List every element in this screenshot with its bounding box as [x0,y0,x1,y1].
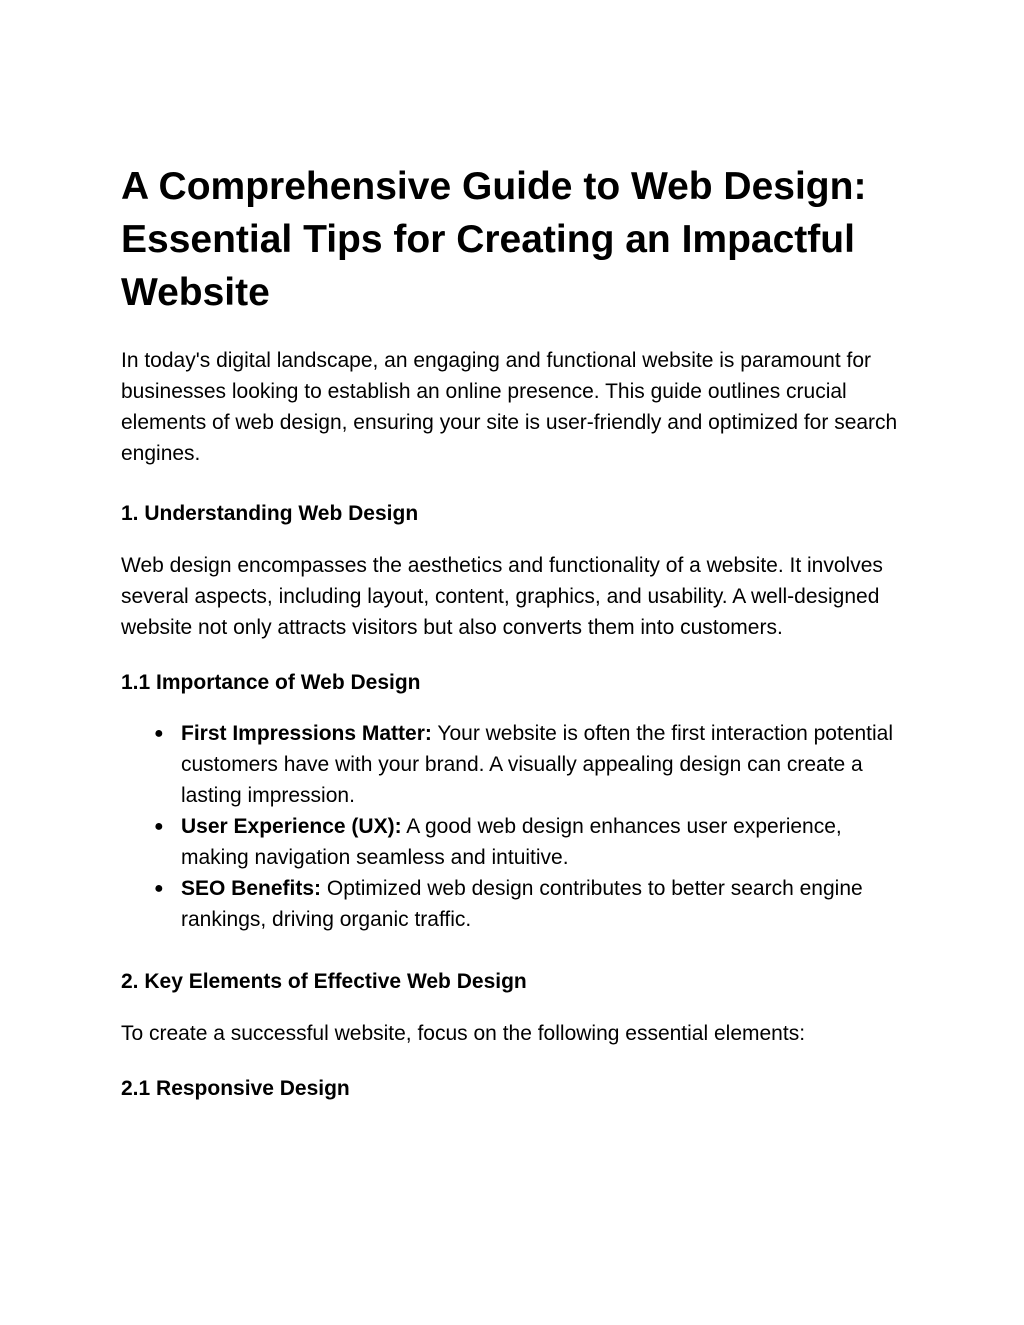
bullet-term: First Impressions Matter: [181,722,432,745]
section-paragraph-understanding-web-design: Web design encompasses the aesthetics and functionality of a website. It involves several aspects, including layout, content, graphics, and usability. A well-designed website not only attracts visitors but also converts them into customers. [121,554,883,639]
bullet-text: A good web design enhances user experience, making navigation seamless and intuitive. [181,815,842,869]
subsection-heading-responsive-design: 2.1 Responsive Design [121,1077,350,1100]
document-title: A Comprehensive Guide to Web Design: Essential Tips for Creating an Impactful Website [121,165,867,314]
list-item [121,873,911,935]
section-heading-key-elements: 2. Key Elements of Effective Web Design [121,970,527,993]
bullet-icon: ● [154,880,164,897]
bullet-icon: ● [154,818,164,835]
bullet-term: SEO Benefits: [181,877,322,900]
list-item [121,811,911,873]
bullet-icon: ● [154,725,164,742]
list-item [121,718,911,811]
intro-paragraph: In today's digital landscape, an engaging and functional website is paramount for businesses looking to establish an online presence. This guide outlines crucial elements of web design, ensuring your site is user-friendly and optimized for search engines. [121,349,898,465]
bullet-text: Optimized web design contributes to better search engine rankings, driving organic traffic. [181,877,863,931]
bullet-term: User Experience (UX): [181,815,402,838]
section-heading-understanding-web-design: 1. Understanding Web Design [121,502,419,525]
document-content [121,160,911,1104]
section-paragraph-key-elements: To create a successful website, focus on the following essential elements: [121,1022,806,1045]
importance-bullet-list [121,718,911,935]
subsection-heading-importance-of-web-design: 1.1 Importance of Web Design [121,671,421,694]
bullet-text: Your website is often the first interaction potential customers have with your brand. A visually appealing design can create a lasting impression. [181,722,894,807]
